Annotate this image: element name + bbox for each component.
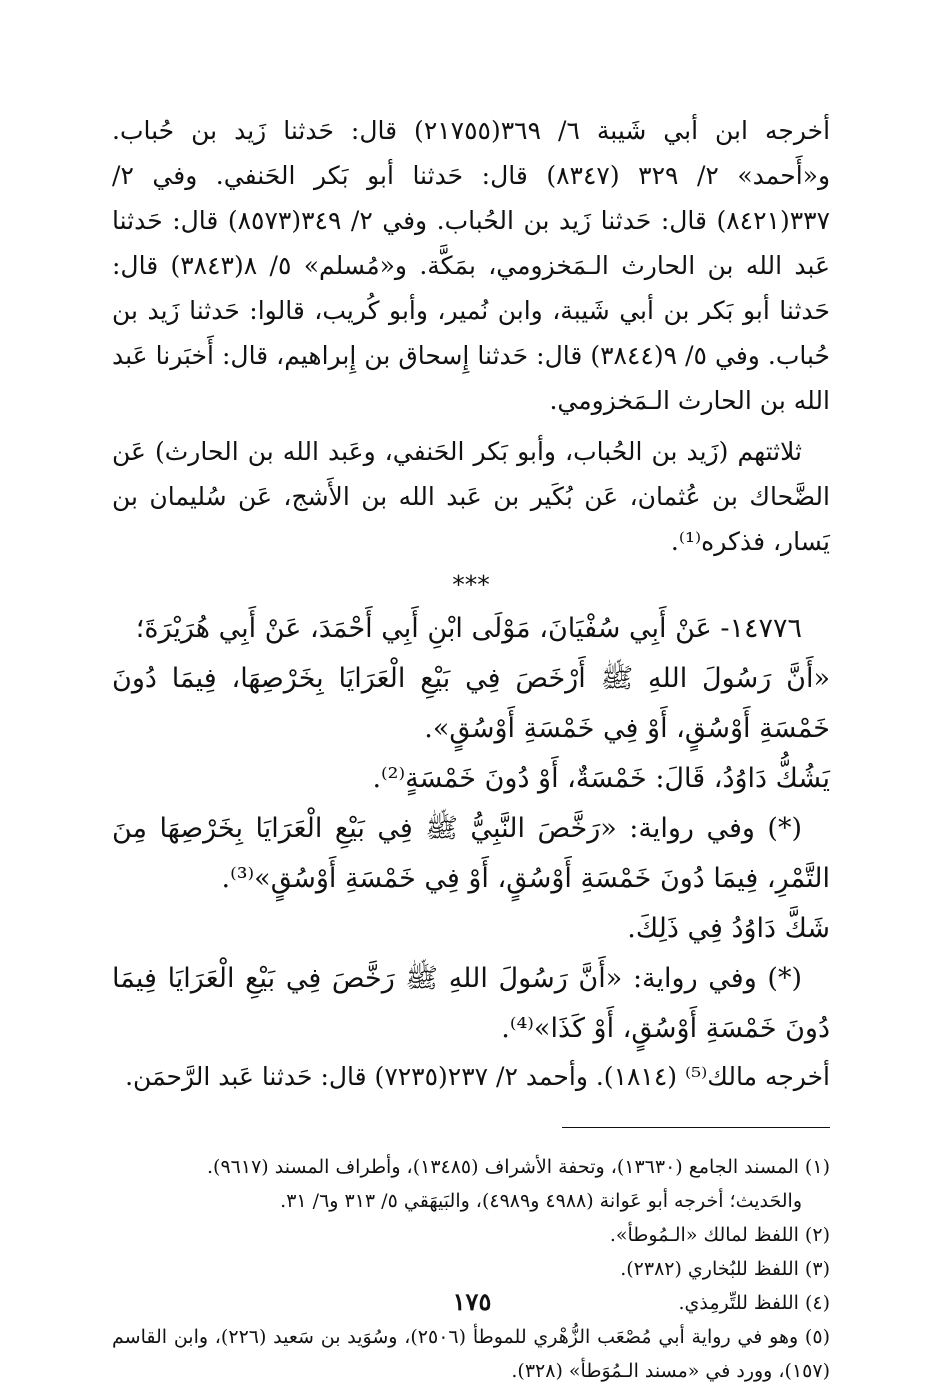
riwaya-1-text: (*) وفي رواية: «رَخَّصَ النَّبِيُّ ﷺ فِي بَيْعِ الْعَرَايَا بِخَرْصِهَا مِنَ التَّمْرِ، فِيمَا دُونَ خَمْسَةِ أَوْسُقٍ، أَوْ فِي خَمْسَةِ أَوْسُقٍ»⁽³⁾. bbox=[112, 813, 830, 894]
footnote-3: (٣) اللفظ للبُخاري (٢٣٨٢). bbox=[620, 1258, 830, 1280]
hadith-heading: ١٤٧٧٦- عَنْ أَبِي سُفْيَانَ، مَوْلَى ابْنِ أَبِي أَحْمَدَ، عَنْ أَبِي هُرَيْرَةَ؛ bbox=[135, 613, 802, 644]
chain-summary-paragraph: ثلاثتهم (زَيد بن الحُباب، وأبو بَكر الحَنفي، وعَبد الله بن الحارث) عَن الضَّحاك بن عُثمان، عَن بُكَير بن عَبد الله بن الأَشج، عَن سُليمان بن يَسار، فذكره⁽¹⁾. bbox=[112, 437, 830, 556]
footnote-5: (٥) وهو في رواية أبي مُصْعَب الزُّهْري للموطأ (٢٥٠٦)، وسُوَيد بن سَعيد (٢٢٦)، وابن القاسم (١٥٧)، وورد في «مسند الـمُوَطأ» (٣٢٨). bbox=[112, 1326, 830, 1382]
riwaya-2-text: (*) وفي رواية: «أَنَّ رَسُولَ اللهِ ﷺ رَخَّصَ فِي بَيْعِ الْعَرَايَا فِيمَا دُونَ خَمْسَةِ أَوْسُقٍ، أَوْ كَذَا»⁽⁴⁾. bbox=[112, 963, 830, 1044]
footnote-1: (١) المسند الجامع (١٣٦٣٠)، وتحفة الأشراف (١٣٤٨٥)، وأطراف المسند (٩٦١٧). bbox=[207, 1156, 830, 1178]
takhrij-paragraph: أخرجه ابن أبي شَيبة ٦/ ٣٦٩(٢١٧٥٥) قال: حَدثنا زَيد بن حُباب. و«أَحمد» ٢/ ٣٢٩ (٨٣٤٧) قال: حَدثنا أبو بَكر الحَنفي. وفي ٢/ ٣٣٧(٨٤٢١) قال: حَدثنا زَيد بن الحُباب. وفي ٢/ ٣٤٩(٨٥٧٣) قال: حَدثنا عَبد الله بن الحارث الـمَخزومي، بمَكَّة. و«مُسلم» ٥/ ٨(٣٨٤٣) قال: حَدثنا أبو بَكر بن أبي شَيبة، وابن نُمير، وأبو كُريب، قالوا: حَدثنا زَيد بن حُباب. وفي ٥/ ٩(٣٨٤٤) قال: حَدثنا إِسحاق بن إِبراهيم، قال: أَخبَرنا عَبد الله بن الحارث الـمَخزومي. bbox=[112, 116, 831, 415]
section-separator: *** bbox=[452, 570, 490, 599]
hadith-narrator-doubt: يَشُكُّ دَاوُدُ، قَالَ: خَمْسَةٌ، أَوْ دُونَ خَمْسَةٍ⁽²⁾. bbox=[372, 763, 830, 794]
page-body bbox=[112, 108, 830, 1388]
riwaya-1-doubt: شَكَّ دَاوُدُ فِي ذَلِكَ. bbox=[627, 913, 830, 944]
takhrij-2-paragraph: أخرجه مالك⁽⁵⁾ (١٨١٤). وأحمد ٢/ ٢٣٧(٧٢٣٥) قال: حَدثنا عَبد الرَّحمَن. bbox=[125, 1062, 830, 1091]
footnote-2: (٢) اللفظ لمالك «الـمُوطأ». bbox=[609, 1224, 830, 1246]
hadith-text: «أَنَّ رَسُولَ اللهِ ﷺ أَرْخَصَ فِي بَيْعِ الْعَرَايَا بِخَرْصِهَا، فِيمَا دُونَ خَمْسَةِ أَوْسُقٍ، أَوْ فِي خَمْسَةِ أَوْسُقٍ». bbox=[112, 663, 830, 744]
page-number: ١٧٥ bbox=[452, 1287, 492, 1316]
footnotes bbox=[112, 1150, 830, 1388]
footnote-separator bbox=[562, 1127, 830, 1128]
footnote-4: (٤) اللفظ للتِّرمِذي. bbox=[678, 1292, 830, 1314]
footnote-1-continuation: والحَديث؛ أخرجه أبو عَوانة (٤٩٨٨ و٤٩٨٩)، والبَيهَقي ٥/ ٣١٣ و٦/ ٣١. bbox=[280, 1190, 802, 1212]
main-text bbox=[112, 108, 830, 1099]
